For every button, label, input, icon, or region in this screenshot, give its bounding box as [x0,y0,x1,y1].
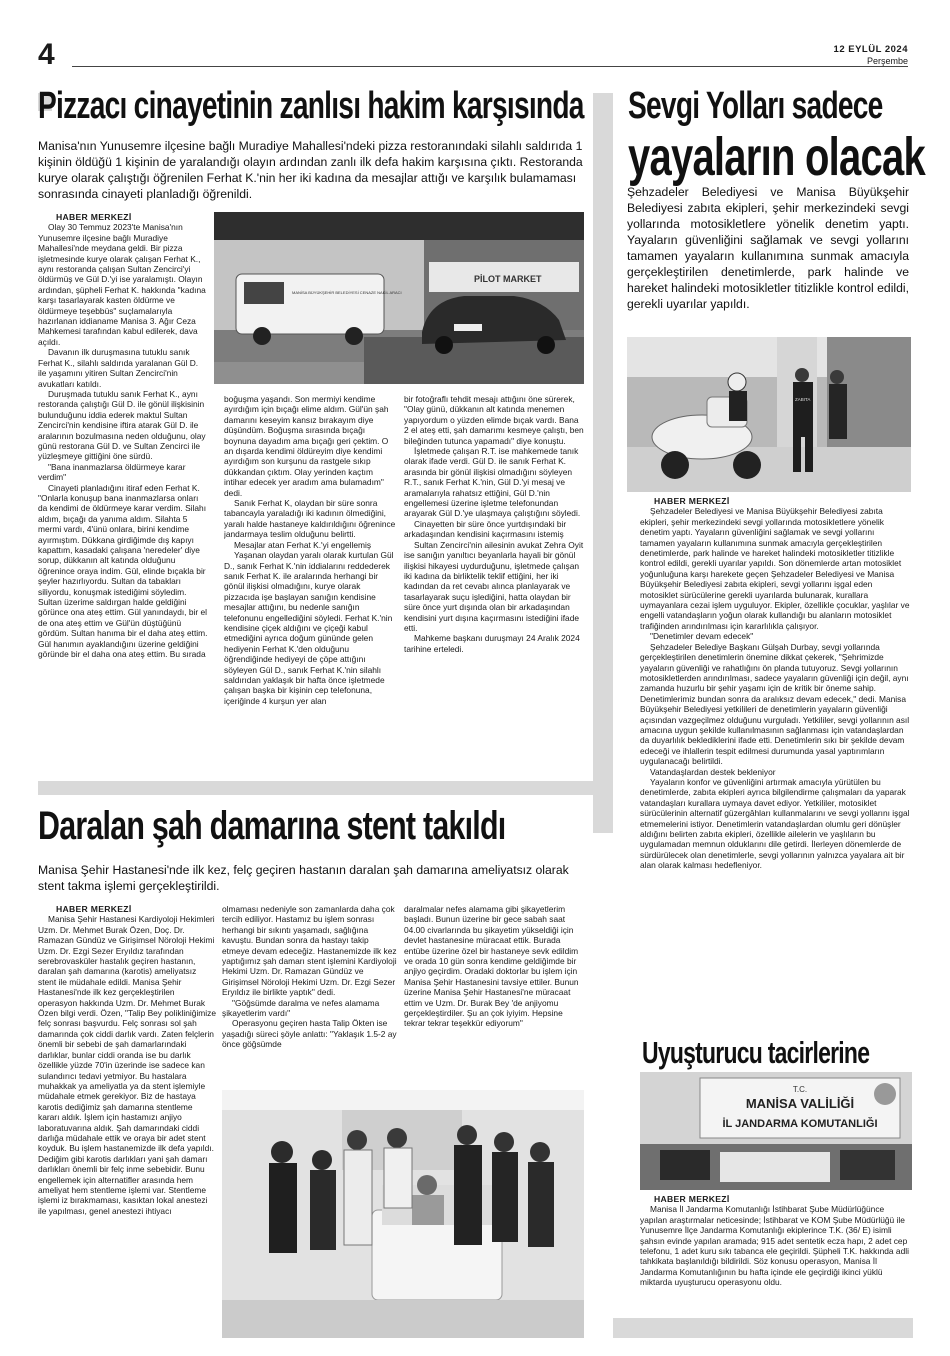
issue-date: 12 EYLÜL 2024 [833,44,908,55]
article4-headline-line1: Uyuşturucu tacirlerine [642,1035,870,1070]
subheading: "Bana inanmazlarsa öldürmeye karar verdim" [38,461,186,483]
article2-lead: Şehzadeler Belediyesi ve Manisa Büyükşehir Belediyesi zabıta ekipleri, şehir merkezindeki sevgi yollarında motosikletlere yönelik denetim yaptı. Yayaların güvenliğini sağlamak ve sevgi yollarını tamamen yayaların kullanımına sunmak amacıyla gerçekleştirilen denetimlerde, park halinde ve hareket halindeki motosikletler titizlikle kontrol edildi, gerekli uyarılar yapıldı. [627,185,909,311]
paragraph: Olay 30 Temmuz 2023'te Manisa'nın Yunusemre ilçesine bağlı Muradiye Mahallesi'nde meydana geldi. Bir pizza işletmesinde kurye olarak çalışan Ferhat K., aynı restoranda çalışan Sultan Zencirci'yi öldürmüş ve Gül D.'yi ise yaralamıştı. Olayın ardından, şüpheli Ferhat K. hakkında "kadına karşı tasarlayarak kasten öldürme ve öldürmeye teşebbüs" suçlamalarıyla hazırlanan iddianame Manisa 3. Ağır Ceza Mahkemesi tarafından kabul edilerek, dava açıldı. [38,222,206,347]
motorcycle-inspection-image [627,337,911,492]
seized-drugs-image [640,1072,912,1190]
paragraph: İşletmede çalışan R.T. ise mahkemede tanık olarak ifade verdi. Gül D. ile sanık Ferhat K. arasında bir gönül ilişkisi olmadığını söyleyen R.T., sanık Ferhat K.'nin, Gül D.'yi mesaj ve aramalarıyla rahatsız ettiğini, Gül D.'nin engellemesi üzerine işletme telefonundan arayarak Gül D.'ye ulaşmaya çalıştığını söyledi. [404,446,581,519]
paragraph: Sanık Ferhat K, olaydan bir süre sonra tabancayla yaraladığı iki kadının ölmediğini, yaralı halde hastaneye kaldırıldığını öğrenince jandarmaya teslim olduğunu belirtti. [224,498,396,540]
article2-headline-line2: yayaların olacak [628,127,925,187]
paragraph: Şehzadeler Belediyesi ve Manisa Büyükşehir Belediyesi zabıta ekipleri, şehir merkezindeki sevgi yollarında motosikletlere yönelik denetim yaptı. Yayaların güvenliğini sağlamak ve sevgi yollarını tamamen yayaların kullanımına sunmak amacıyla gerçekleştirilen denetimlerde, park halinde ve hareket halindeki motosikletler titizlikle kontrol edildi, gerekli uyarılar yapıldı. Son dönemlerde artan motosiklet yoğunluğuna karşı harekete geçen Şehzadeler Belediyesi ve Manisa Büyükşehir Belediyesi zabıta ekipleri, sevgi yollarını işgal eden motosiklet sürücülerine gerekli uyarılarda bulunarak, kurallara uymayanlara cezai işlem uyguluyor. Ekipler, özellikle çocuklar, yaşlılar ve engelli vatandaşların yoğun olarak kullandığı bu alanların motosiklet trafiğinden arındırılması için kararlılıkla çalışıyor. [640,506,910,631]
paragraph: Yaşanan olaydan yaralı olarak kurtulan Gül D., sanık Ferhat K.'nin iddialarını reddederek sanık Ferhat K. ile aralarında herhangi bir gönül ilişkisi olmadığını, kurye olarak pizzacıda işe başlayan sanığın kendisine mesajlar attığını, bu nedenle sanığın telefonunu engellediğini söyledi. Ferhat K.'nin kendisine çiçek aldığını ve çiçeği kabul etmediğini ayrıca doğum gününde gelen hediyenin Ferhat K.'den olduğunu öğrendiğinde hediyeyi de çöpe attığını söyleyen Gül D., sanık Ferhat K.'nin silahlı saldırıdan yaklaşık bir hafta önce işletmede çalışan başka bir kişinin cep telefonuna, içeriğinde 4 kurşun yer alan [224,550,394,706]
issue-weekday: Perşembe [866,56,908,66]
paragraph: daralmalar nefes alamama gibi şikayetlerim başladı. Bunun üzerine bir gece sabah saat 04.00 civarlarında bu şikayetim yükseldiği için devlet hastanesine müracaat ettik. Burada entübe üzerine özel bir hastaneye sevk edildim ve orada 10 gün sonra kendime geldiğimde bir anjiyo geçirdim. Oradaki doktorlar bu işlem için Manisa Şehir Hastanesini tavsiye ettiler. Bunun üzerine Manisa Şehir Hastanesi'ne müracaat ettim ve Uzm. Dr. Burak Bey 'de anjiyomu gerçekleştirdiler. Şu an çok iyiyim. Hepsine tekrar tekrar teşekkür ediyorum" [404,904,579,1029]
article3-column-1 [38,904,216,1332]
paragraph: Cinayeti planladığını itiraf eden Ferhat K. "Onlarla konuşup bana inanmazlarsa onları da kendimi de öldürmeye karar verdim. Silahı aldım, bıçağı da yanıma aldım. Silahta 5 mermi vardı, 4'ünü onlara, birini kendime ayırmıştım. Dükkana girdiğimde dış kapıyı kapattım, kasadaki çalışana 'neredeler' diye sorup, dükkanın alt katında olduğunu öğrenince oraya indim. Gül, elinde bıçakla bir şeyler hazırlıyordu. Sultan da tabakları siliyordu, konuşmak istediğimi söyledim. Sultan üzerime saldırgan halde geldiğini görünce ona ateş ettim. Gül yanındaydı, bir el de ona ateş ettim ve Gül'ün düştüğünü gördüm. Sultan hanıma bir el daha ateş ettim. Gül hanımın ayaklandığını üzerine geldiğini göründe bir el daha ona ateş ettim. Bu sırada [38,482,208,660]
street-scene-image [214,212,584,384]
paragraph: Şehzadeler Belediye Başkanı Gülşah Durbay, sevgi yollarında gerçekleştirilen denetimlerin önemine dikkat çekerek, "Şehrimizde yayaların güvenliği ve rahatlığını ön planda tutuyoruz. Sevgi yollarının motosikletlerden arındırılması, sadece yayaların güvenliği için değil, aynı zamanda huzurlu bir şehir yaşamı için de kritik bir öneme sahip. Denetimlerimiz bundan sonra da aralıksız devam edecek," dedi. Manisa Büyükşehir Belediyesi yetkilileri de denetimlerin yayaların güvenliği açısından vazgeçilmez olduğunu vurguladı. Yetkililer, sevgi yollarının asıl amacına uygun şekilde kullanılmasının sağlanması için vatandaşlardan da duyarlılık beklediklerini ifade etti. Denetimlerin sıkı bir şekilde devam edeceği ve ihlallerin tespit edilmesi durumunda yasal yaptırımların uygulanacağı belirtildi. [640,641,910,767]
sign-line-3: İL JANDARMA KOMUTANLIĞI [722,1118,878,1130]
article2-byline: HABER MERKEZİ [654,496,730,506]
page-number: 4 [38,38,55,71]
photo-van-text: MANİSA BÜYÜKŞEHİR BELEDİYESİ CENAZE NAKİL ARACI [292,290,402,295]
subheading: "Göğsümde daralma ve nefes alamama şikayetlerim vardı" [222,997,380,1019]
article1-column-2 [224,394,396,774]
hospital-team-image [222,1090,584,1338]
sign-line-2: MANİSA VALİLİĞİ [745,1096,855,1111]
column-divider-bar [593,93,613,833]
article2-body [640,496,910,1016]
article2-photo [627,337,911,492]
article3-photo [222,1090,584,1338]
article3-column-3 [404,904,584,1084]
paragraph: boğuşma yaşandı. Son mermiyi kendime ayırdığım için bıçağı elime aldım. Gül'ün şah damarını keseyim kansız bırakayım diye düşündüm. Boğuşma sırasında bıçağı boynuna dayadım ama bıçağı geri çektim. O an dışarda kendimi öldüreyim diye kendimi ayırdığım son kurşunu da rastgele sıkıp dükkandan çıktım. Olay yerinden kaçtım intihar edecek yer aradım ama bulamadım" dedi. [224,394,389,498]
subheading: Cinayetten bir süre önce yurtdışındaki bir arkadaşından kendisini kaçırmasını istemiş [404,518,567,540]
article1-lead: Manisa'nın Yunusemre ilçesine bağlı Muradiye Mahallesi'ndeki pizza restoranındaki silahlı saldırıda 1 kişinin öldüğü 1 kişinin de yaralandığı olayın ardından zanlı ilk defa hakim karşısına çıktı. Restoranda kurye olarak çalıştığı öğrenilen Ferhat K.'nin her iki kadına da mesajlar attığı ve karşılık bulamaması sonrasında cinayeti planladığı öğrenildi. [38,139,583,201]
paragraph: Operasyonu geçiren hasta Talip Ökten ise yaşadığı süreci şöyle anlattı: "Yaklaşık 1.5-2 ay önce göğsümde [222,1018,397,1050]
subheading: "Denetimler devam edecek" [650,631,754,642]
article1-column-3 [404,394,584,774]
paragraph: Manisa İl Jandarma Komutanlığı İstihbarat Şube Müdürlüğünce yapılan araştırmalar neticesinde; İstihbarat ve KOM Şube Müdürlüğü ile Yunusemre İlçe Jandarma Komutanlığı ekiplerince T.K. (36/ E) isimli şahsın evinde yapılan aramada; 915 adet sentetik ecza hapı, 2 adet cep telefonu, 1 adet kuru sıkı tabanca ele geçirildi. Şüpheli T.K. hakkında adli tahkikata başlanıldığı bildirildi. Söz konusu operasyon, Manisa İl Jandarma Komutanlığının bu hafta içinde ele geçirdiği ikinci yüklü miktarda uyuşturucu operasyonu oldu. [640,1204,909,1288]
article4-photo [640,1072,912,1190]
article3-lead: Manisa Şehir Hastanesi'nde ilk kez, felç geçiren hastanın daralan şah damarına ameliyatsız olarak stent takma işlemi gerçekleştirildi. [38,863,569,893]
photo-vest-text: ZABITA [795,397,811,402]
subheading: Mesajlar atan Ferhat K.'yi engellemiş [234,539,372,550]
paragraph: olmaması nedeniyle son zamanlarda daha çok tercih ediliyor. Hastamız bu işlem sonrası herhangi bir sıkıntı yaşamadı, sağlığına kavuştu. Bundan sonra da hastayı takip etmeye devam edeceğiz. Hastanemizde ilk kez yaptığımız şah damarı stent işlemini Kardiyoloji Hekimi Uzm. Dr. Ramazan Gündüz ve Girişimsel Nöroloji Hekimi Uzm. Dr. Ezgi Sezer Eryıldız ile birlikte yaptık" dedi. [222,904,397,998]
subheading: Vatandaşlardan destek bekleniyor [650,766,776,777]
article4-byline: HABER MERKEZİ [654,1194,730,1204]
article4-body [640,1194,912,1314]
article1-column-1 [38,212,208,772]
paragraph: Yayaların konfor ve güvenliğini artırmak amacıyla yürütülen bu denetimlerde, zabıta ekipleri ayrıca bilgilendirme çalışmaları da yaparak vatandaşları kurallara uymaya davet ediyor. Yetkililer, motosiklet sürücülerinin alternatif güzergâhları kullanmalarını ve sevgi yollarını işgal etmemelerini istiyor. Denetimlerin vatandaşlardan olumlu geri dönüşler aldığını belirten zabıta ekipleri, özellikle ailelerin ve yaşlıların bu uygulamadan memnun olduklarını dile getirdi. İlerleyen dönemlerde de sürdürülecek olan denetimlerle, sevgi yollarının yalnızca yayalara ait bir alan olarak kalması hedefleniyor. [640,776,910,871]
paragraph: Manisa Şehir Hastanesi Kardiyoloji Hekimleri Uzm. Dr. Mehmet Burak Özen, Doç. Dr. Ramazan Gündüz ve Girişimsel Nöroloji Hekimi Uzm. Dr. Ezgi Sezer Eryıldız tarafından serebrovasküler hastalık geçiren hastanın, daralan şah damarına (karotis) ameliyatsız stent ile müdahale edildi. Manisa Şehir Hastanesi'nde ilk kez gerçekleştirilen operasyon hakkında Uzm. Dr. Mehmet Burak Özen bilgi verdi. Özen, "Talip Bey polikliniğimize felç sonrası başvurdu. Felç sonrası sol şah damarında çok ciddi darlık vardı. Zaten felçlerin önemli bir sebebi de şah damarlarındaki darlıklar, bunlar ciddi oranda ise bu darlık özellikle yüzde 70'in üzerinde ise sadece kan sulandırıcı tedavi yetmiyor. Bu hastalara muhakkak ya ameliyatla ya da stent işlemiyle müdahale etmek gerekiyor. Biz de hastaya karotis dediğimiz şah damarına stentleme kararı aldık. İşlem için hastamızı anjiyo laboratuvarına aldık. Şah damarındaki ciddi darlığa müdahale ettik ve oraya bir adet stent koyduk. Bu işlem hastanemizde ilk defa yapıldı. Dediğim gibi karotis darlıkları yani şah damarı darlıkları önemli bir felç inme sebebidir. Bunu engellemek için alternatifler arasında hem ameliyat hem stentleme işlemi var. Stentleme işlemi iz bırakmaması, kasıktan lokal anestezi ile yapılması, genel anestezi ihtiyacı [38,914,216,1216]
sign-line-1: T.C. [792,1085,808,1094]
article1-headline: Pizzacı cinayetinin zanlısı hakim karşısında [38,85,584,127]
header-rule [72,66,908,67]
article1-photo [214,212,584,384]
paragraph: Davanın ilk duruşmasına tutuklu sanık Ferhat K., silahlı saldırıda yaralanan Gül D. ile yaşamını yitiren Sultan Zencirci'nin avukatları katıldı. [38,347,199,389]
article2-headline-line1: Sevgi Yolları sadece [628,85,883,127]
photo-sign-text: PİLOT MARKET [474,274,542,284]
article1-byline: HABER MERKEZİ [56,212,132,222]
article3-byline: HABER MERKEZİ [56,904,132,914]
paragraph: Mahkeme başkanı duruşmayı 24 Aralık 2024 tarihine erteledi. [404,633,580,654]
article3-headline: Daralan şah damarına stent takıldı [38,804,506,848]
section-divider-bar [38,781,593,795]
article3-column-2 [222,904,398,1084]
paragraph: Sultan Zencirci'nin ailesinin avukat Zehra Oyit ise sanığın yanıltıcı beyanlarla hayali bir gönül ilişkisi hikayesi uydurduğunu, işletmede çalışan iki kadına da birliktelik teklif ettiğini, her iki kadından da ret cevabı alınca planlayarak ve tasarlayarak suçu işlediğini, hatta olaydan bir süre önce yurt dışında olan bir arkadaşından kendisini yurt dışına kaçırmasını istediğini ifade etti. [404,539,584,633]
paragraph: Duruşmada tutuklu sanık Ferhat K., aynı restoranda çalıştığı Gül D. ile gönül ilişkisinin bulunduğunu iddia ederek maktul Sultan Zencirci'nin kendisine iftira atarak Gül D. ile aralarının bozulmasına neden olduğunu, olay günü restorana Gül D. ve Sultan Zencirci ile yüzleşmeye gittiğini öne sürdü. [38,388,206,462]
paragraph: bir fotoğraflı tehdit mesajı attığını öne sürerek, "Olay günü, dükkanın alt katında menemen yapıyordum o yüzden elimde bıçak vardı. Bana 2 el ateş etti, şah damarımı kesmeye çalıştı, ben bileğinden tutunca yapamadı" diye konuştu. [404,394,584,446]
section-divider-bar-right [613,1318,913,1338]
